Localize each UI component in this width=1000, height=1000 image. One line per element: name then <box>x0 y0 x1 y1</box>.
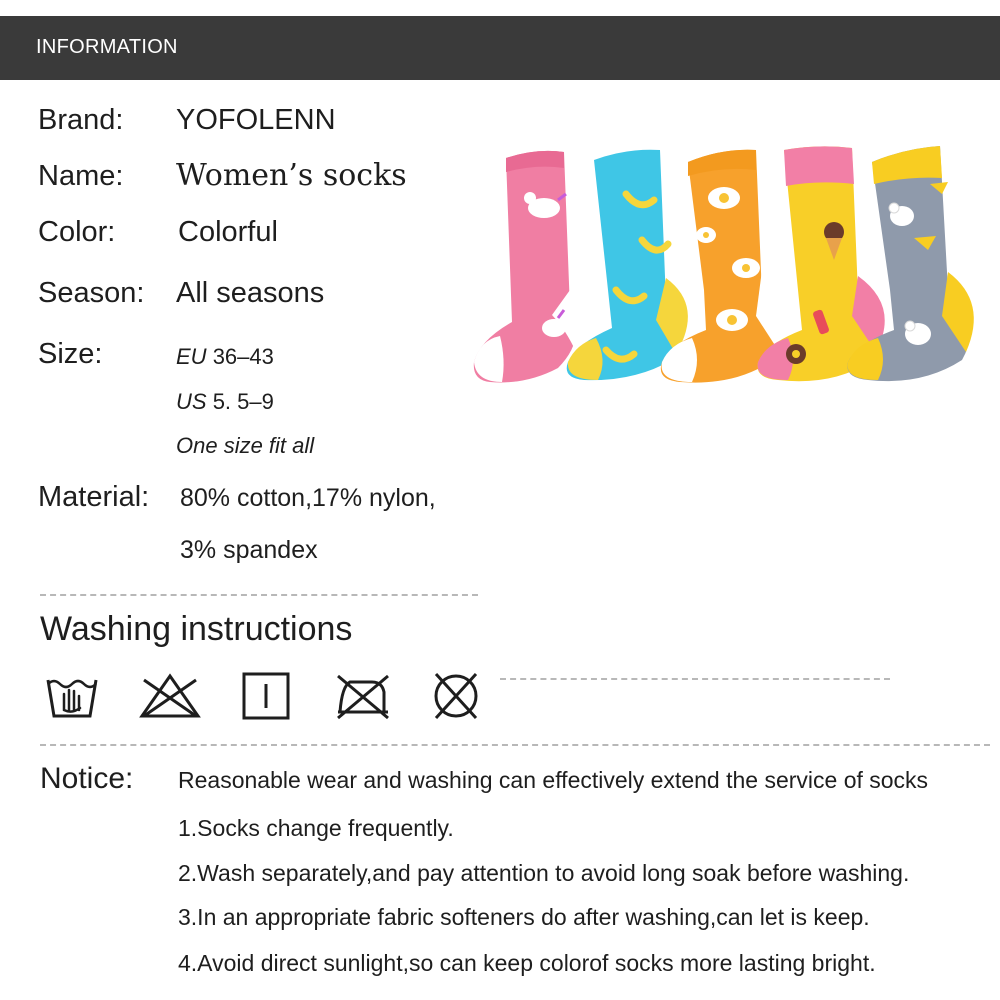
tumble-dry-icon <box>240 670 296 722</box>
socks-product-image <box>466 140 1000 395</box>
size-label: Size: <box>38 338 103 370</box>
size-us <box>176 389 274 415</box>
header-bar <box>0 16 1000 80</box>
divider-notice <box>40 744 990 746</box>
notice-line: 3.In an appropriate fabric softeners do after washing,can let is keep. <box>178 904 870 930</box>
do-not-iron-icon <box>332 670 392 722</box>
size-eu-value: 36–43 <box>212 344 274 369</box>
notice-line: 4.Avoid direct sunlight,so can keep colorof socks more lasting bright. <box>178 950 876 976</box>
sock-unicorn <box>474 151 586 383</box>
notice-line: Reasonable wear and washing can effectively extend the service of socks <box>178 767 929 793</box>
name-value: Women’s socks <box>176 158 407 193</box>
washing-title: Washing instructions <box>40 610 353 648</box>
sock-banana <box>567 150 688 380</box>
size-eu-prefix: EU <box>176 344 207 369</box>
brand-label: Brand: <box>38 104 124 136</box>
season-value: All seasons <box>176 277 325 309</box>
material-label: Material: <box>38 481 150 513</box>
do-not-dry-clean-icon <box>430 670 486 722</box>
name-label: Name: <box>38 160 124 192</box>
notice-label: Notice: <box>40 762 134 795</box>
size-note: One size fit all <box>176 433 315 458</box>
hand-wash-icon <box>44 670 100 722</box>
color-label: Color: <box>38 216 116 248</box>
sock-fried-egg <box>661 150 786 383</box>
divider-right <box>500 678 890 680</box>
sock-mouse-cheese <box>847 146 973 381</box>
size-us-value: 5. 5–9 <box>212 389 274 414</box>
notice-line: 1.Socks change frequently. <box>178 815 454 841</box>
size-eu <box>176 344 274 370</box>
notice-line: 2.Wash separately,and pay attention to avoid long soak before washing. <box>178 860 910 886</box>
brand-value: YOFOLENN <box>176 104 336 136</box>
header-title: INFORMATION <box>36 36 178 58</box>
material-line-2: 3% spandex <box>180 536 318 564</box>
material-line-1: 80% cotton,17% nylon, <box>180 484 436 512</box>
do-not-bleach-icon <box>138 670 202 722</box>
season-label: Season: <box>38 277 145 309</box>
divider-left <box>40 594 478 596</box>
color-value: Colorful <box>178 216 278 248</box>
size-us-prefix: US <box>176 389 207 414</box>
